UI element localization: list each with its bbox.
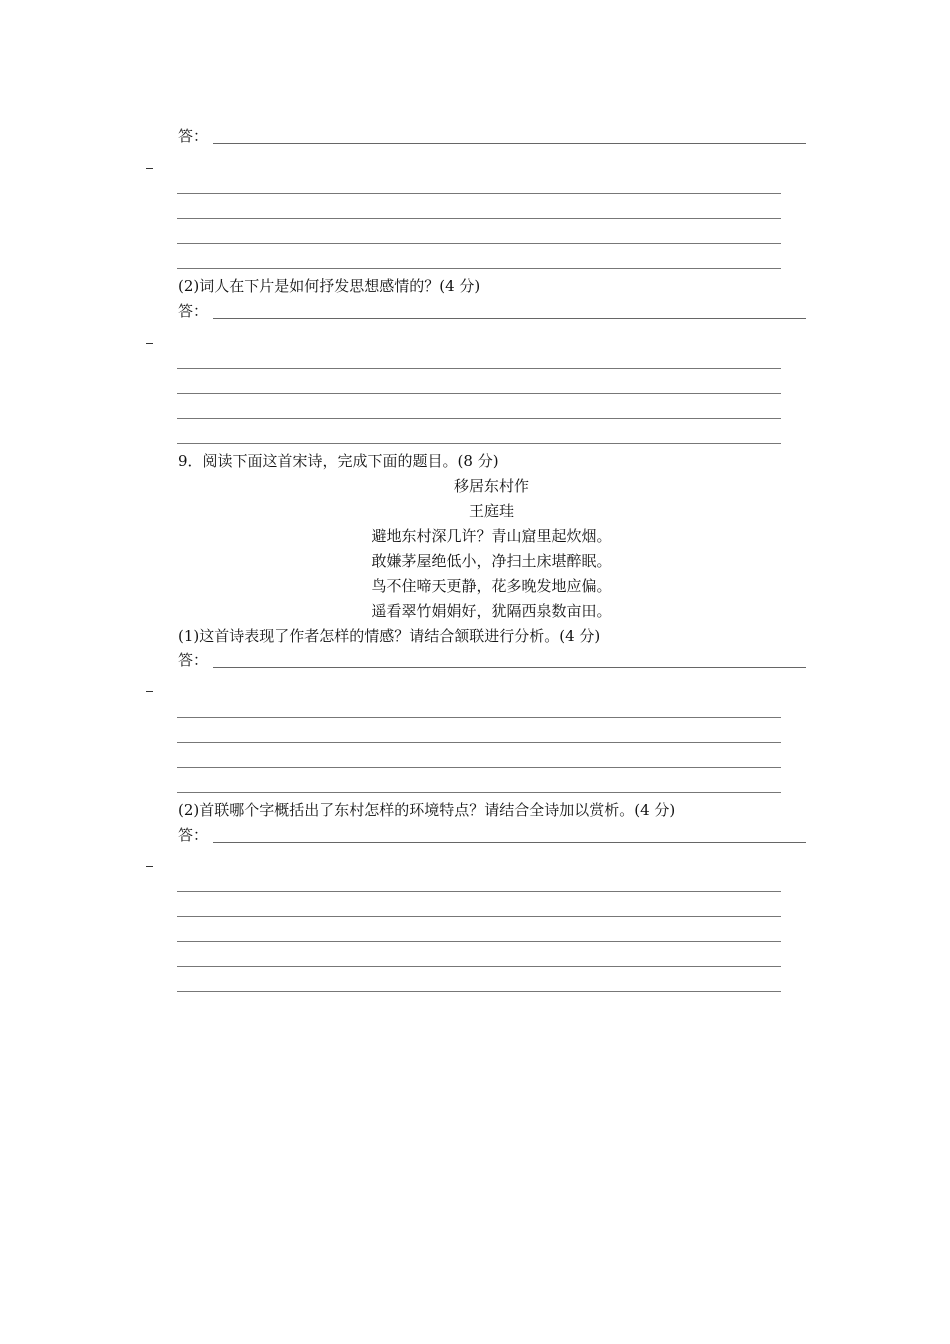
poem-author: 王庭珪 bbox=[468, 502, 514, 520]
writing-line[interactable] bbox=[177, 916, 781, 917]
margin-dash bbox=[146, 866, 153, 867]
answer-line[interactable] bbox=[213, 667, 806, 668]
writing-line[interactable] bbox=[177, 443, 781, 444]
margin-dash bbox=[146, 343, 153, 344]
poem-line: 敢嫌茅屋绝低小，净扫土床堪醉眠。 bbox=[371, 552, 612, 570]
writing-line[interactable] bbox=[177, 767, 781, 768]
writing-line[interactable] bbox=[177, 891, 781, 892]
poem-line: 避地东村深几许？青山窟里起炊烟。 bbox=[371, 527, 612, 545]
q8-sub2-prompt: (2)词人在下片是如何抒发思想感情的？(4 分) bbox=[178, 277, 481, 295]
writing-line[interactable] bbox=[177, 218, 781, 219]
answer-line[interactable] bbox=[213, 842, 806, 843]
poem-line: 鸟不住啼天更静，花多晚发地应偏。 bbox=[371, 577, 612, 595]
poem-line: 遥看翠竹娟娟好，犹隔西泉数亩田。 bbox=[371, 602, 612, 620]
answer-line[interactable] bbox=[213, 143, 806, 144]
writing-line[interactable] bbox=[177, 991, 781, 992]
q9-sub2-prompt: (2)首联哪个字概括出了东村怎样的环境特点？请结合全诗加以赏析。(4 分) bbox=[178, 801, 676, 819]
writing-line[interactable] bbox=[177, 243, 781, 244]
writing-line[interactable] bbox=[177, 418, 781, 419]
writing-line[interactable] bbox=[177, 792, 781, 793]
writing-line[interactable] bbox=[177, 966, 781, 967]
writing-line[interactable] bbox=[177, 941, 781, 942]
answer-label: 答： bbox=[178, 127, 209, 145]
answer-label: 答： bbox=[178, 651, 209, 669]
poem-title: 移居东村作 bbox=[453, 477, 529, 495]
answer-line[interactable] bbox=[213, 318, 806, 319]
writing-line[interactable] bbox=[177, 742, 781, 743]
writing-line[interactable] bbox=[177, 393, 781, 394]
margin-dash bbox=[146, 168, 153, 169]
answer-label: 答： bbox=[178, 826, 209, 844]
writing-line[interactable] bbox=[177, 368, 781, 369]
writing-line[interactable] bbox=[177, 717, 781, 718]
answer-label: 答： bbox=[178, 302, 209, 320]
margin-dash bbox=[146, 691, 153, 692]
q9-sub1-prompt: (1)这首诗表现了作者怎样的情感？请结合颔联进行分析。(4 分) bbox=[178, 627, 601, 645]
writing-line[interactable] bbox=[177, 268, 781, 269]
q9-stem: 9．阅读下面这首宋诗，完成下面的题目。(8 分) bbox=[178, 452, 499, 470]
writing-line[interactable] bbox=[177, 193, 781, 194]
